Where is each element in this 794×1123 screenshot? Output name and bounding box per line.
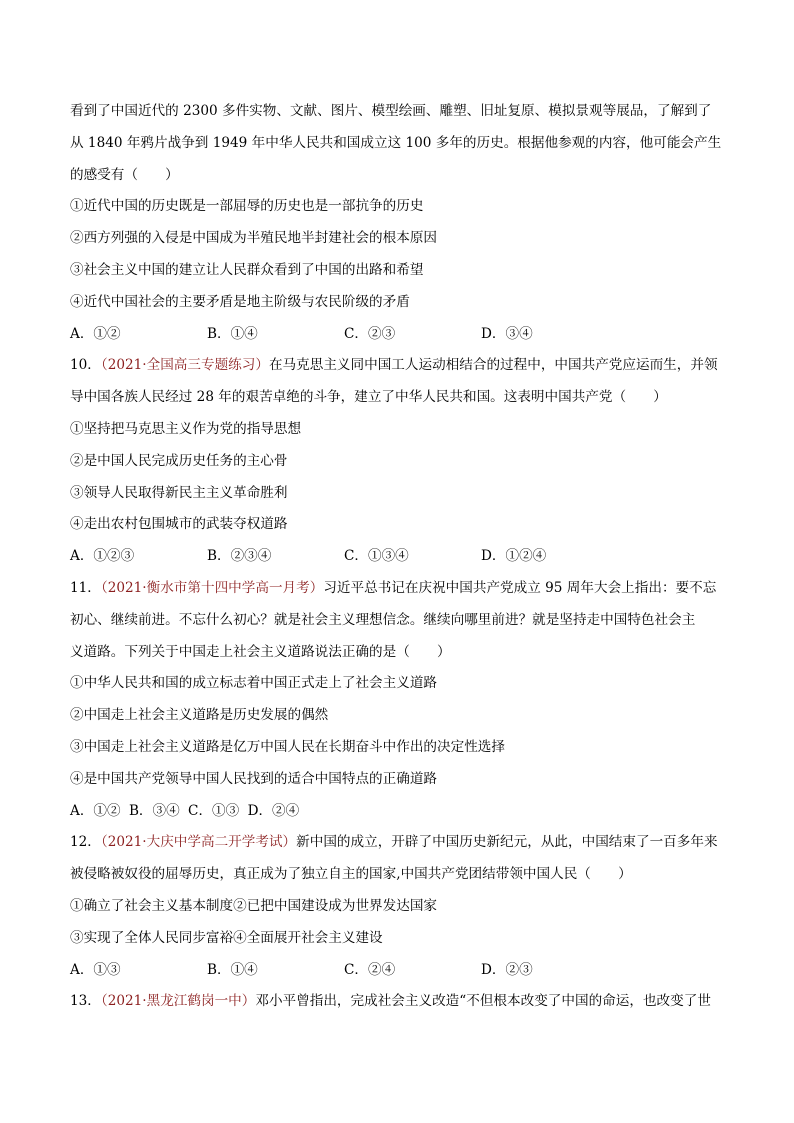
question-11 bbox=[70, 573, 717, 827]
statement: ④走出农村包围城市的武装夺权道路 bbox=[70, 516, 288, 533]
statement: ③实现了全体人民同步富裕④全面展开社会主义建设 bbox=[70, 929, 383, 946]
option-b: B．②③④ bbox=[207, 548, 272, 565]
stem-line: 初心、继续前进。不忘什么初心？就是社会主义理想信念。继续向哪里前进？就是坚持走中国特色社会主 bbox=[70, 611, 696, 628]
options-row bbox=[70, 955, 706, 987]
statement: ③社会主义中国的建立让人民群众看到了中国的出路和希望 bbox=[70, 261, 424, 278]
option-d: D．②③ bbox=[481, 961, 533, 978]
options-row bbox=[70, 541, 706, 573]
question-9 bbox=[70, 96, 722, 350]
question-number: 12． bbox=[70, 834, 101, 851]
stem-line: 看到了中国近代的 2300 多件实物、文献、图片、模型绘画、雕塑、旧址复原、模拟景观等展品，了解到了 bbox=[70, 103, 712, 119]
statement: ③领导人民取得新民主主义革命胜利 bbox=[70, 484, 288, 501]
stem-line: 被侵略被奴役的屈辱历史，真正成为了独立自主的国家,中国共产党团结带领中国人民（ ） bbox=[70, 866, 632, 883]
option-a: A．①③ bbox=[70, 961, 121, 978]
question-12 bbox=[70, 827, 718, 986]
statement: ②西方列强的入侵是中国成为半殖民地半封建社会的根本原因 bbox=[70, 230, 438, 247]
option-c: C．①③④ bbox=[344, 548, 409, 565]
options-row bbox=[70, 796, 706, 828]
stem-text: 习近平总书记在庆祝中国共产党成立 95 周年大会上指出：要不忘 bbox=[323, 579, 717, 596]
option-c: C．②③ bbox=[344, 325, 396, 342]
option-b: B．①④ bbox=[207, 961, 258, 978]
statement: ①中华人民共和国的成立标志着中国正式走上了社会主义道路 bbox=[70, 675, 438, 692]
option-d: D．②④ bbox=[247, 802, 300, 819]
statement: ④近代中国社会的主要矛盾是地主阶级与农民阶级的矛盾 bbox=[70, 293, 410, 310]
option-a: A．①② bbox=[70, 325, 121, 342]
question-number: 11． bbox=[70, 579, 101, 596]
option-a: A．①②③ bbox=[70, 548, 135, 565]
options-row bbox=[70, 319, 706, 351]
question-number: 13． bbox=[70, 993, 101, 1010]
option-c: C．②④ bbox=[344, 961, 396, 978]
question-source: （2021·黑龙江鹤岗一中） bbox=[100, 993, 256, 1010]
statement: ①近代中国的历史既是一部屈辱的历史也是一部抗争的历史 bbox=[70, 198, 424, 215]
question-source: （2021·大庆中学高二开学考试） bbox=[100, 834, 297, 851]
question-13 bbox=[70, 986, 711, 1018]
stem-text: 新中国的成立，开辟了中国历史新纪元，从此，中国结束了一百多年来 bbox=[296, 834, 718, 851]
stem-line: 从 1840 年鸦片战争到 1949 年中华人民共和国成立这 100 多年的历史。根据他参观的内容，他可能会产生 bbox=[70, 134, 722, 151]
option-b: B．③④ bbox=[128, 802, 180, 819]
statement: ②是中国人民完成历史任务的主心骨 bbox=[70, 452, 288, 469]
stem-line: 导中国各族人民经过 28 年的艰苦卓绝的斗争，建立了中华人民共和国。这表明中国共产党（ ） bbox=[70, 389, 667, 406]
option-a: A．①② bbox=[70, 802, 121, 819]
option-d: D．③④ bbox=[481, 325, 533, 342]
question-head bbox=[70, 350, 718, 382]
statement: ②中国走上社会主义道路是历史发展的偶然 bbox=[70, 707, 329, 724]
stem-line: 的感受有（ ） bbox=[70, 166, 179, 183]
option-c: C．①③ bbox=[188, 802, 240, 819]
question-head bbox=[70, 827, 718, 859]
stem-text: 在马克思主义同中国工人运动相结合的过程中，中国共产党应运而生，并领 bbox=[268, 357, 718, 374]
question-10 bbox=[70, 350, 718, 573]
option-d: D．①②④ bbox=[481, 548, 547, 565]
statement: ③中国走上社会主义道路是亿万中国人民在长期奋斗中作出的决定性选择 bbox=[70, 738, 505, 755]
question-head bbox=[70, 986, 711, 1018]
stem-text: 邓小平曾指出，完成社会主义改造“不但根本改变了中国的命运，也改变了世 bbox=[255, 993, 711, 1010]
question-head bbox=[70, 573, 717, 605]
question-number: 10． bbox=[70, 357, 101, 374]
statement: ①坚持把马克思主义作为党的指导思想 bbox=[70, 420, 302, 437]
question-source: （2021·衡水市第十四中学高一月考） bbox=[100, 579, 324, 596]
statement: ①确立了社会主义基本制度②已把中国建设成为世界发达国家 bbox=[70, 897, 438, 914]
statement: ④是中国共产党领导中国人民找到的适合中国特点的正确道路 bbox=[70, 770, 438, 787]
stem-line: 义道路。下列关于中国走上社会主义道路说法正确的是（ ） bbox=[70, 643, 451, 660]
option-b: B．①④ bbox=[207, 325, 258, 342]
question-source: （2021·全国高三专题练习） bbox=[100, 357, 269, 374]
